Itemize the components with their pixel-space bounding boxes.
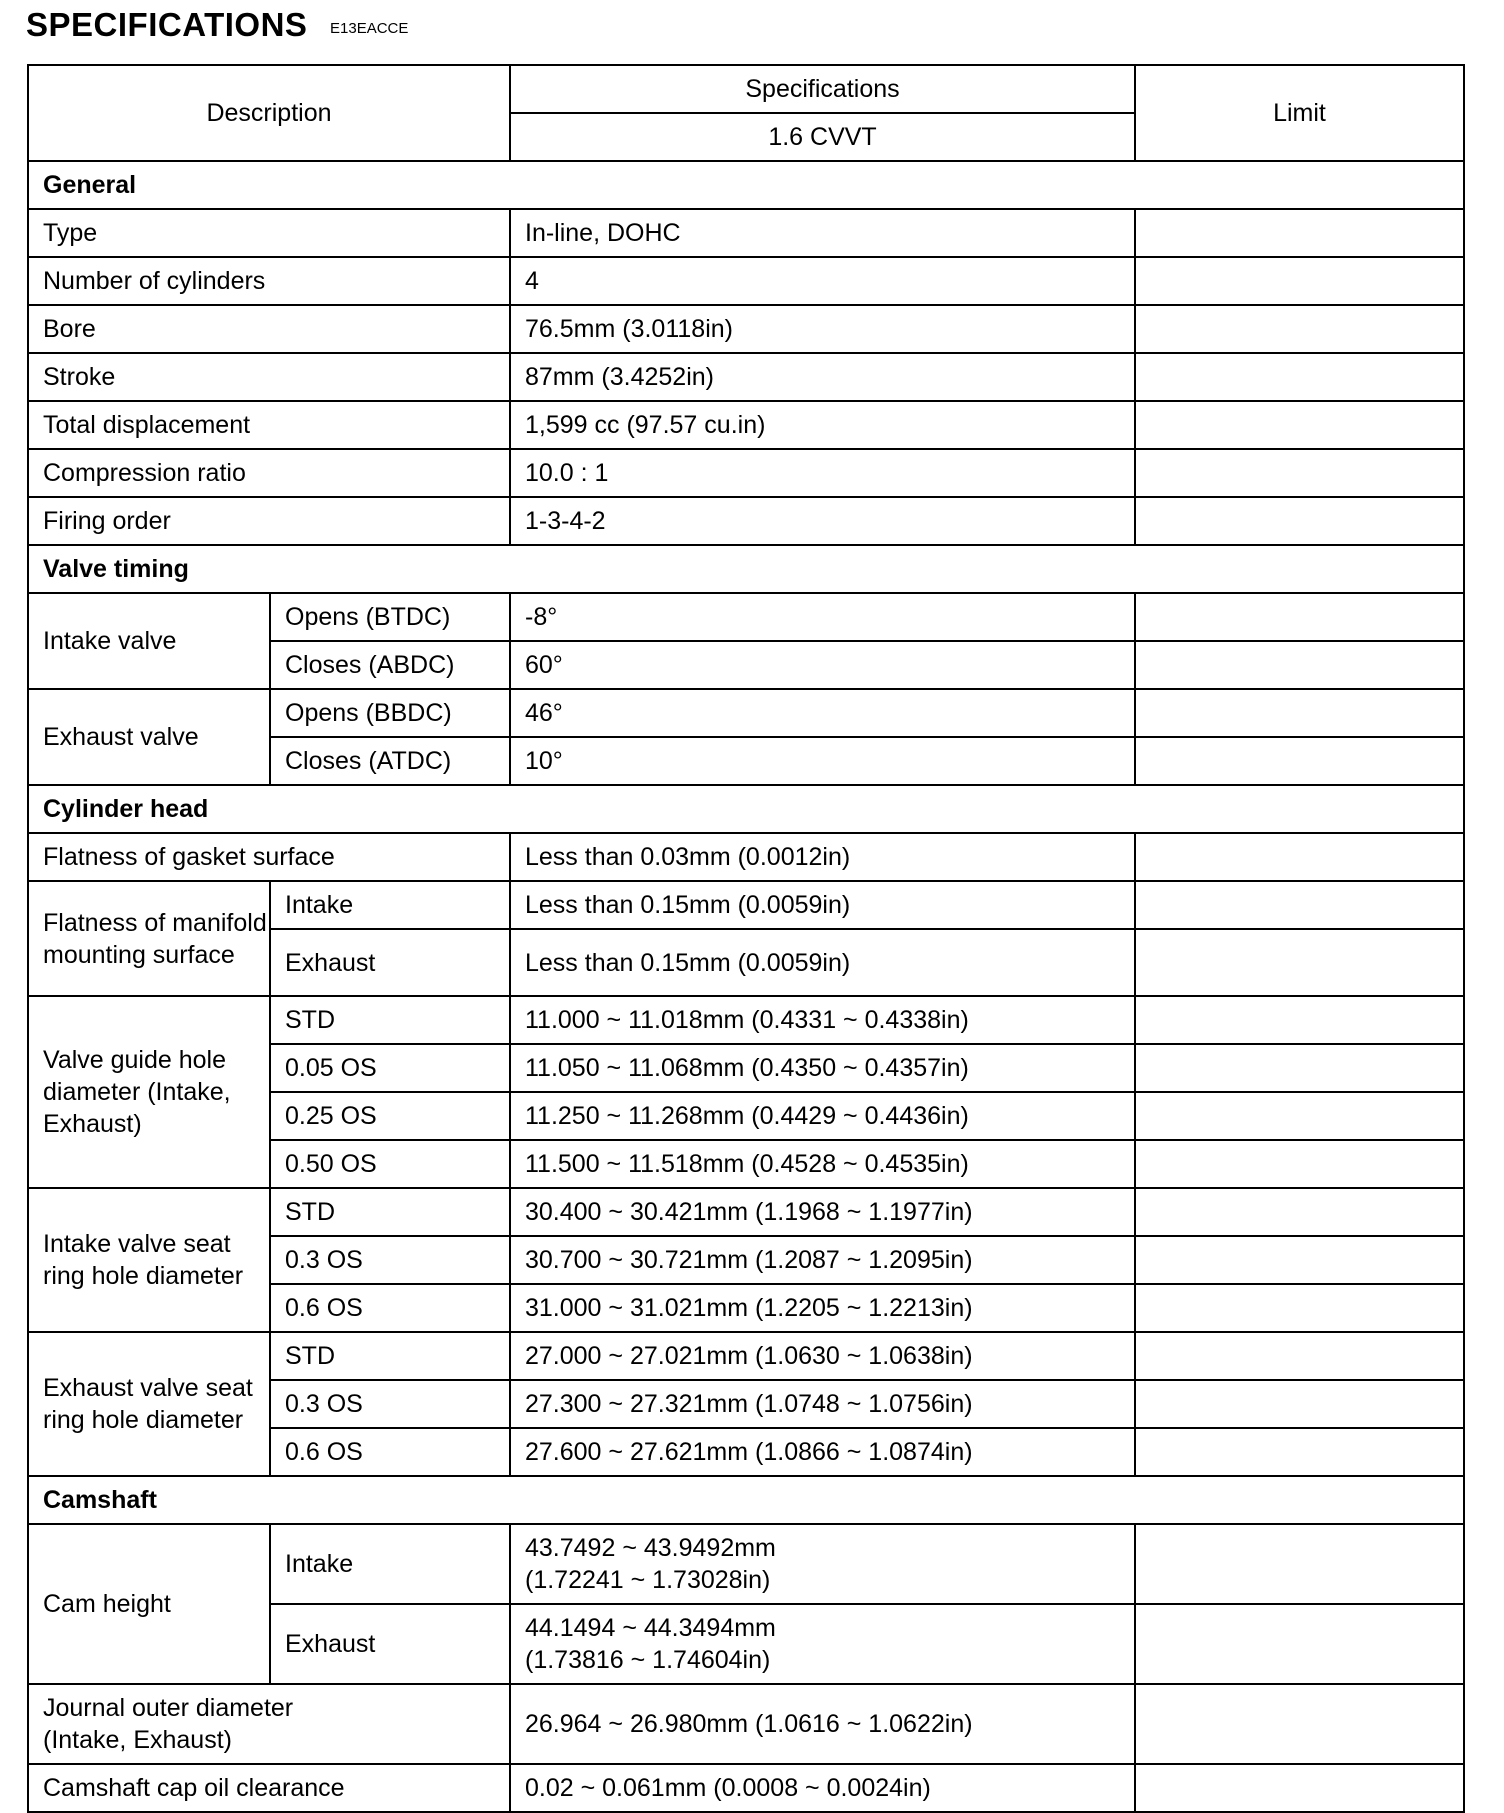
row-value: 0.02 ~ 0.061mm (0.0008 ~ 0.0024in) <box>510 1764 1135 1812</box>
table-row <box>28 1764 1464 1812</box>
row-value: 10.0 : 1 <box>510 449 1135 497</box>
row-label: Firing order <box>28 497 510 545</box>
row-value: 30.400 ~ 30.421mm (1.1968 ~ 1.1977in) <box>510 1188 1135 1236</box>
row-sublabel: Closes (ATDC) <box>270 737 510 785</box>
description-header: Description <box>28 65 510 161</box>
row-sublabel: 0.50 OS <box>270 1140 510 1188</box>
section-code: E13EACCE <box>330 20 409 37</box>
row-value: 27.000 ~ 27.021mm (1.0630 ~ 1.0638in) <box>510 1332 1135 1380</box>
value-line: (1.73816 ~ 1.74604in) <box>525 1646 771 1674</box>
row-sublabel: Intake <box>270 881 510 929</box>
row-limit <box>1135 1428 1464 1476</box>
row-limit <box>1135 353 1464 401</box>
section-valve-timing: Valve timing <box>28 545 1464 593</box>
table-row <box>28 881 1464 929</box>
row-limit <box>1135 1188 1464 1236</box>
row-sublabel: Opens (BBDC) <box>270 689 510 737</box>
exhaust-valve-label: Exhaust valve <box>28 689 270 785</box>
row-value: 30.700 ~ 30.721mm (1.2087 ~ 1.2095in) <box>510 1236 1135 1284</box>
row-value: 46° <box>510 689 1135 737</box>
row-label: Bore <box>28 305 510 353</box>
row-sublabel: Exhaust <box>270 929 510 996</box>
row-value: 11.000 ~ 11.018mm (0.4331 ~ 0.4338in) <box>510 996 1135 1044</box>
row-value: Less than 0.03mm (0.0012in) <box>510 833 1135 881</box>
value-line: 44.1494 ~ 44.3494mm <box>525 1614 776 1642</box>
row-value: 87mm (3.4252in) <box>510 353 1135 401</box>
row-sublabel: Exhaust <box>270 1604 510 1684</box>
row-label: Stroke <box>28 353 510 401</box>
row-limit <box>1135 209 1464 257</box>
row-limit <box>1135 1524 1464 1604</box>
row-limit <box>1135 641 1464 689</box>
row-limit <box>1135 929 1464 996</box>
section-camshaft: Camshaft <box>28 1476 1464 1524</box>
row-value: 11.250 ~ 11.268mm (0.4429 ~ 0.4436in) <box>510 1092 1135 1140</box>
row-sublabel: 0.6 OS <box>270 1284 510 1332</box>
row-limit <box>1135 401 1464 449</box>
row-value: 60° <box>510 641 1135 689</box>
row-label: Type <box>28 209 510 257</box>
row-limit <box>1135 1380 1464 1428</box>
row-limit <box>1135 1140 1464 1188</box>
cam-height-label: Cam height <box>28 1524 270 1684</box>
exhaust-seat-label: Exhaust valve seat ring hole diameter <box>28 1332 270 1476</box>
row-value: Less than 0.15mm (0.0059in) <box>510 929 1135 996</box>
row-label: Camshaft cap oil clearance <box>28 1764 510 1812</box>
table-row <box>28 1684 1464 1764</box>
table-row <box>28 1188 1464 1236</box>
row-limit <box>1135 1764 1464 1812</box>
row-limit <box>1135 449 1464 497</box>
row-label: Total displacement <box>28 401 510 449</box>
table-row <box>28 833 1464 881</box>
row-value: 4 <box>510 257 1135 305</box>
table-row <box>28 497 1464 545</box>
intake-valve-label: Intake valve <box>28 593 270 689</box>
row-sublabel: Closes (ABDC) <box>270 641 510 689</box>
table-row <box>28 996 1464 1044</box>
row-limit <box>1135 593 1464 641</box>
row-value: Less than 0.15mm (0.0059in) <box>510 881 1135 929</box>
limit-header: Limit <box>1135 65 1464 161</box>
page-title: SPECIFICATIONS <box>26 6 308 43</box>
row-sublabel: 0.3 OS <box>270 1380 510 1428</box>
row-value: 76.5mm (3.0118in) <box>510 305 1135 353</box>
value-line: (1.72241 ~ 1.73028in) <box>525 1566 771 1594</box>
row-limit <box>1135 833 1464 881</box>
label-line: Journal outer diameter <box>43 1694 294 1722</box>
value-line: 43.7492 ~ 43.9492mm <box>525 1534 776 1562</box>
row-label: Flatness of gasket surface <box>28 833 510 881</box>
table-row <box>28 449 1464 497</box>
specifications-header: Specifications <box>510 65 1135 113</box>
row-sublabel: 0.05 OS <box>270 1044 510 1092</box>
row-label: Compression ratio <box>28 449 510 497</box>
journal-label <box>28 1684 510 1764</box>
row-value: In-line, DOHC <box>510 209 1135 257</box>
table-row <box>28 1524 1464 1604</box>
row-value: 1-3-4-2 <box>510 497 1135 545</box>
row-sublabel: STD <box>270 1188 510 1236</box>
row-sublabel: 0.25 OS <box>270 1092 510 1140</box>
table-row <box>28 1332 1464 1380</box>
row-limit <box>1135 1092 1464 1140</box>
row-limit <box>1135 689 1464 737</box>
table-row <box>28 689 1464 737</box>
row-value: 11.500 ~ 11.518mm (0.4528 ~ 0.4535in) <box>510 1140 1135 1188</box>
label-line: (Intake, Exhaust) <box>43 1726 232 1754</box>
row-limit <box>1135 737 1464 785</box>
table-row <box>28 353 1464 401</box>
row-value: 27.600 ~ 27.621mm (1.0866 ~ 1.0874in) <box>510 1428 1135 1476</box>
row-sublabel: 0.3 OS <box>270 1236 510 1284</box>
row-limit <box>1135 1236 1464 1284</box>
row-limit <box>1135 881 1464 929</box>
table-row <box>28 257 1464 305</box>
row-sublabel: STD <box>270 996 510 1044</box>
row-value: 27.300 ~ 27.321mm (1.0748 ~ 1.0756in) <box>510 1380 1135 1428</box>
row-value: 1,599 cc (97.57 cu.in) <box>510 401 1135 449</box>
engine-header: 1.6 CVVT <box>510 113 1135 161</box>
table-row <box>28 305 1464 353</box>
section-cylinder-head: Cylinder head <box>28 785 1464 833</box>
table-row <box>28 209 1464 257</box>
row-limit <box>1135 1604 1464 1684</box>
row-label: Number of cylinders <box>28 257 510 305</box>
row-sublabel: Opens (BTDC) <box>270 593 510 641</box>
row-sublabel: Intake <box>270 1524 510 1604</box>
row-value <box>510 1524 1135 1604</box>
section-general: General <box>28 161 1464 209</box>
row-value: 11.050 ~ 11.068mm (0.4350 ~ 0.4357in) <box>510 1044 1135 1092</box>
table-row <box>28 593 1464 641</box>
row-limit <box>1135 1332 1464 1380</box>
row-limit <box>1135 497 1464 545</box>
table-row <box>28 401 1464 449</box>
row-limit <box>1135 1684 1464 1764</box>
row-limit <box>1135 1284 1464 1332</box>
row-value <box>510 1604 1135 1684</box>
row-limit <box>1135 996 1464 1044</box>
row-value: -8° <box>510 593 1135 641</box>
intake-seat-label: Intake valve seat ring hole diameter <box>28 1188 270 1332</box>
row-limit <box>1135 257 1464 305</box>
row-value: 10° <box>510 737 1135 785</box>
row-value: 31.000 ~ 31.021mm (1.2205 ~ 1.2213in) <box>510 1284 1135 1332</box>
manifold-flatness-label: Flatness of manifold mounting surface <box>28 881 270 996</box>
row-limit <box>1135 1044 1464 1092</box>
valve-guide-label: Valve guide hole diameter (Intake, Exhaust) <box>28 996 270 1188</box>
row-value: 26.964 ~ 26.980mm (1.0616 ~ 1.0622in) <box>510 1684 1135 1764</box>
row-sublabel: 0.6 OS <box>270 1428 510 1476</box>
specifications-table <box>27 64 1465 1813</box>
row-limit <box>1135 305 1464 353</box>
row-sublabel: STD <box>270 1332 510 1380</box>
